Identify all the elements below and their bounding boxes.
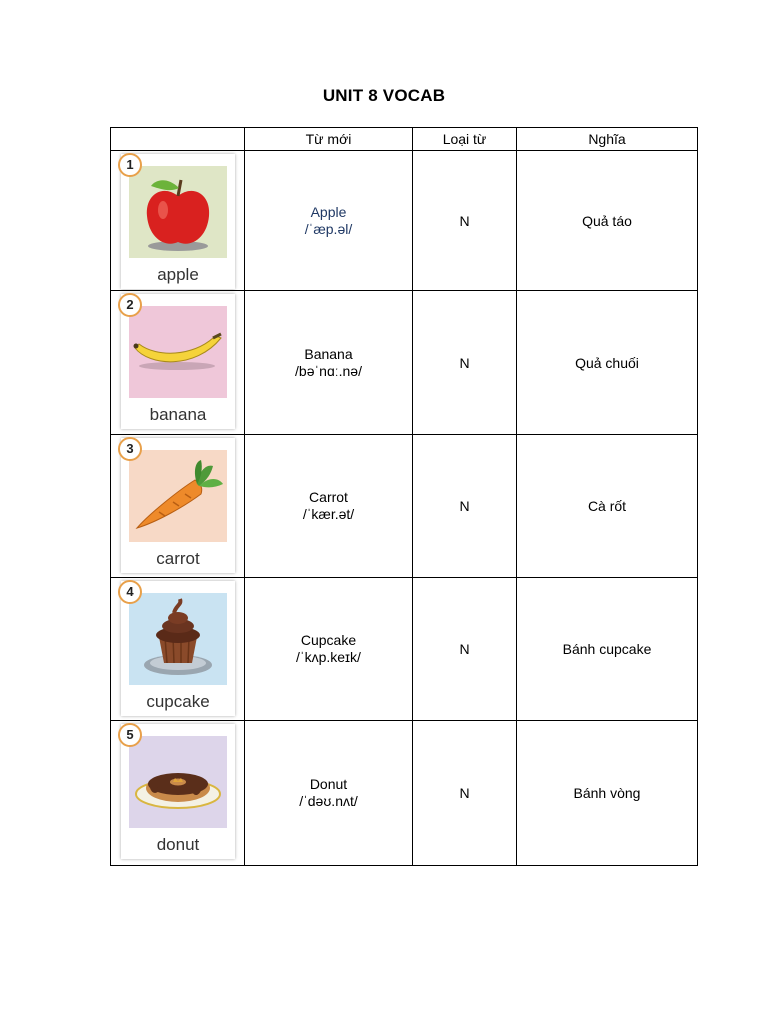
image-cell [111,721,245,866]
flashcard-cupcake [121,581,235,716]
flashcard-donut [121,724,235,859]
card-number-badge: 1 [118,153,142,177]
card-label: cupcake [146,692,210,711]
banana-illustration [129,306,227,398]
donut-illustration [129,736,227,828]
card-number-badge: 3 [118,437,142,461]
word: Banana [304,345,353,362]
word: Cupcake [300,632,357,648]
image-cell [111,435,245,578]
carrot-illustration [129,450,227,542]
meaning-cell: Quả chuối [517,291,698,435]
word: Donut [309,776,348,792]
header-image [111,128,245,151]
table-row [111,151,698,291]
meaning-cell: Quả táo [517,151,698,291]
word: Apple [310,203,347,220]
ipa: /ˈæp.əl/ [304,220,353,237]
word: Carrot [309,489,348,505]
flashcard-banana [121,294,235,429]
header-meaning: Nghĩa [517,128,698,151]
new-word-cell [245,291,413,435]
table-row [111,578,698,721]
ipa: /ˈkʌp.keɪk/ [296,649,361,665]
meaning-cell: Bánh vòng [517,721,698,866]
card-number-badge: 5 [118,723,142,747]
word-type-cell: N [413,291,517,435]
new-word-cell [245,721,413,866]
ipa: /ˈkær.ət/ [302,506,355,522]
word-type-cell: N [413,435,517,578]
meaning-cell: Bánh cupcake [517,578,698,721]
apple-illustration [129,166,227,258]
vocab-table [110,127,698,866]
table-row [111,435,698,578]
flashcard-apple [121,154,235,289]
card-label: donut [156,835,200,854]
card-label: apple [157,265,199,284]
new-word-cell [245,578,413,721]
flashcard-carrot [121,438,235,573]
word-type-cell: N [413,151,517,291]
header-new-word: Từ mới [245,128,413,151]
word-type-cell: N [413,721,517,866]
document-title: UNIT 8 VOCAB [322,86,446,105]
header-word-type: Loại từ [413,128,517,151]
image-cell [111,578,245,721]
cupcake-illustration [129,593,227,685]
card-label: carrot [156,549,200,568]
table-row [111,291,698,435]
word-type-cell: N [413,578,517,721]
card-label: banana [149,405,207,424]
table-row [111,721,698,866]
card-number-badge: 2 [118,293,142,317]
image-cell [111,151,245,291]
table-header-row [111,128,698,151]
ipa: /ˈdəʊ.nʌt/ [299,793,358,809]
meaning-cell: Cà rốt [517,435,698,578]
ipa: /bəˈnɑː.nə/ [295,362,362,379]
card-number-badge: 4 [118,580,142,604]
new-word-cell [245,435,413,578]
image-cell [111,291,245,435]
new-word-cell [245,151,413,291]
